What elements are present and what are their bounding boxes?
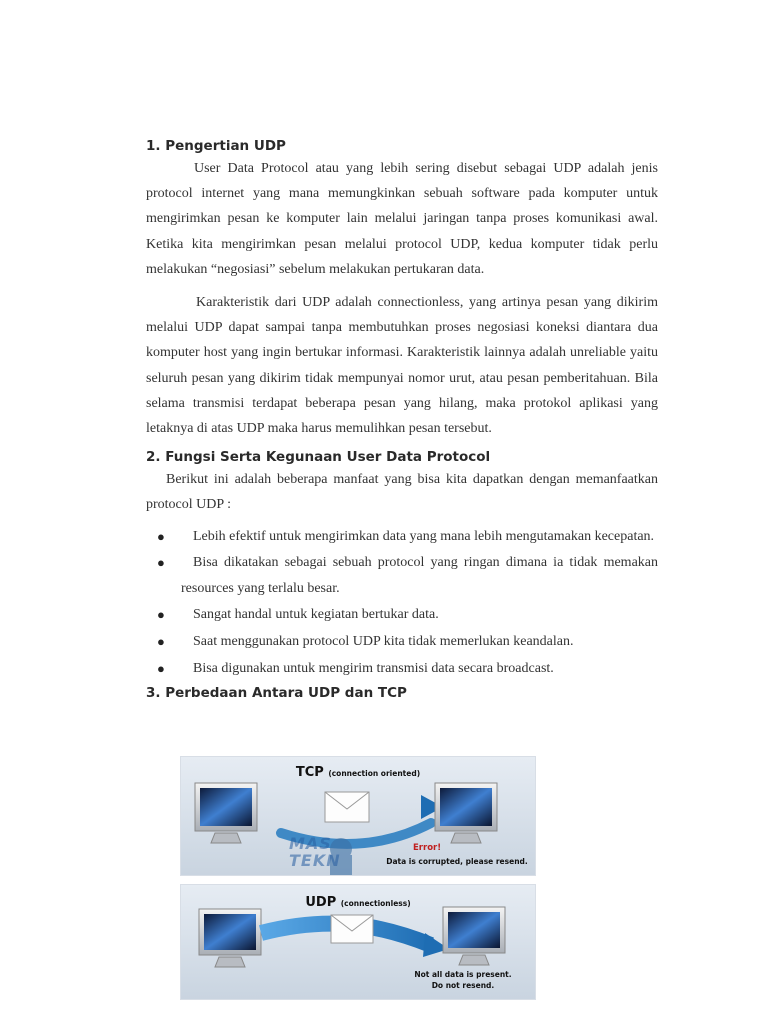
list-item: [146, 629, 658, 654]
udp-title-text: UDP: [305, 895, 337, 910]
section-3-heading: 3. Perbedaan Antara UDP dan TCP: [146, 684, 407, 701]
bullet-icon: ●: [157, 555, 165, 571]
list-item: [146, 602, 658, 627]
tcp-left-computer-icon: [195, 783, 257, 843]
bullet-icon: ●: [157, 660, 165, 676]
tcp-right-computer-icon: [435, 783, 497, 843]
udp-right-computer-icon: [443, 907, 505, 965]
bullet-icon: ●: [157, 528, 165, 544]
udp-subtitle: (connectionless): [340, 899, 411, 908]
list-item: [146, 550, 658, 600]
udp-panel: [180, 884, 536, 1000]
list-item-text: Saat menggunakan protocol UDP kita tidak memerlukan keandalan.: [193, 633, 574, 649]
udp-note-line-2: Do not resend.: [431, 981, 495, 990]
section-2-heading: 2. Fungsi Serta Kegunaan User Data Protocol: [146, 449, 491, 466]
document-page: [146, 136, 658, 703]
benefits-list: [146, 524, 658, 681]
tcp-envelope-icon: [325, 792, 369, 822]
udp-left-computer-icon: [199, 909, 261, 967]
section-2-intro: Berikut ini adalah beberapa manfaat yang bisa kita dapatkan dengan memanfaatkan protocol UDP :: [146, 472, 658, 513]
watermark-line-2: TEKN: [289, 851, 341, 870]
watermark: [289, 835, 341, 869]
tcp-title: [181, 765, 535, 780]
udp-note-line-1: Not all data is present.: [414, 970, 512, 979]
list-item-text: Bisa digunakan untuk mengirim transmisi data secara broadcast.: [193, 660, 554, 676]
list-item-text: Bisa dikatakan sebagai sebuah protocol yang ringan dimana ia tidak memakan resources yang terlalu besar.: [181, 555, 658, 596]
udp-envelope-icon: [331, 915, 373, 943]
tcp-note: Data is corrupted, please resend.: [386, 857, 528, 866]
tcp-title-text: TCP: [295, 765, 324, 780]
section-1-paragraph-2: Karakteristik dari UDP adalah connectionless, yang artinya pesan yang dikirim melalui UDP dapat sampai tanpa membutuhkan proses negosiasi koneksi diantara dua komputer host yang ingin bertukar informasi. Karakteristik lainnya adalah unreliable yaitu seluruh pesan yang dikirim tidak mempunyai nomor urut, atau pesan pemberitahuan. Bila selama transmisi terdapat beberapa pesan yang hilang, maka protokol aplikasi yang letaknya di atas UDP maka harus memulihkan pesan tersebut.: [146, 295, 658, 437]
bullet-icon: ●: [157, 633, 165, 649]
list-item-text: Lebih efektif untuk mengirimkan data yang mana lebih mengutamakan kecepatan.: [193, 528, 655, 544]
section-1-paragraph-1: User Data Protocol atau yang lebih sering disebut sebagai UDP adalah jenis protocol internet yang mana memungkinkan sebuah software pada komputer untuk mengirimkan pesan ke komputer lain melalui jaringan tanpa proses komunikasi awal. Ketika kita mengirimkan pesan melalui protocol UDP, kedua komputer tidak perlu melakukan “negosiasi” sebelum melakukan pertukaran data.: [146, 161, 658, 277]
bullet-icon: ●: [157, 607, 165, 623]
watermark-line-1: MAS: [289, 834, 332, 853]
list-item: [146, 524, 658, 549]
tcp-panel: [180, 756, 536, 876]
udp-note: [403, 969, 523, 991]
udp-title: [181, 895, 535, 910]
section-1-heading: 1. Pengertian UDP: [146, 138, 286, 154]
list-item-text: Sangat handal untuk kegiatan bertukar data.: [193, 607, 439, 623]
tcp-subtitle: (connection oriented): [328, 769, 421, 778]
tcp-error-label: Error!: [413, 843, 442, 853]
list-item: [146, 656, 658, 681]
tcp-udp-diagram: [180, 756, 534, 1006]
